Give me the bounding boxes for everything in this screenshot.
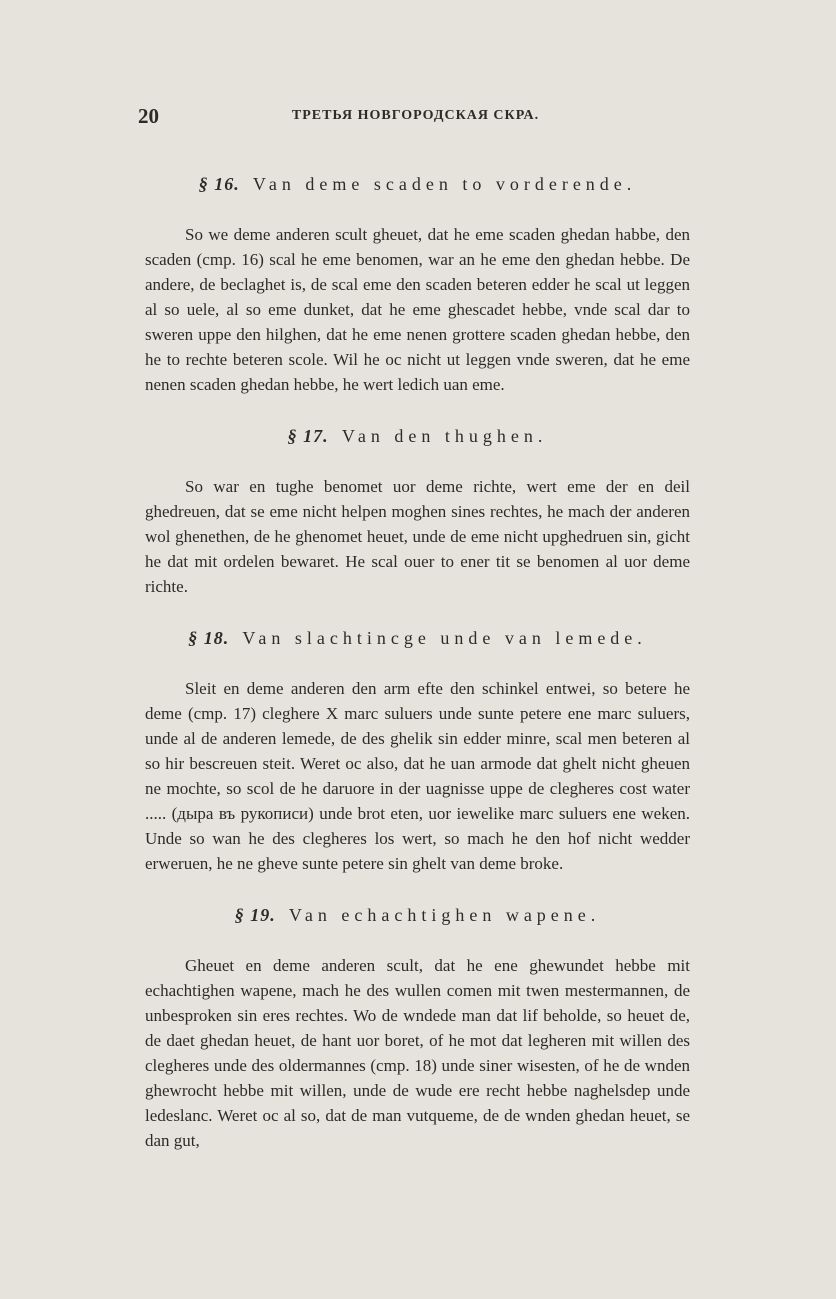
page-header xyxy=(138,104,693,136)
section-heading xyxy=(145,624,690,652)
section-title: Van deme scaden to vorderende. xyxy=(252,174,637,194)
section-heading xyxy=(145,170,690,198)
section-paragraph: So war en tughe benomet uor deme richte, wert eme der en deil ghedreuen, dat se eme nicht helpen moghen sines rechtes, he mach der anderen wol ghenethen, de he ghenomet heuet, unde de eme nicht upghedruen sin, gicht he dat mit ordelen bewaret. He scal ouer to ener tit se benomen al uor deme richte. xyxy=(145,477,690,596)
section-number: § 17. xyxy=(287,426,329,446)
section-number: § 18. xyxy=(188,628,230,648)
section-number: § 19. xyxy=(234,905,276,925)
running-title: ТРЕТЬЯ НОВГОРОДСКАЯ СКРА. xyxy=(291,108,540,123)
section-title: Van den thughen. xyxy=(341,426,548,446)
section-heading xyxy=(145,901,690,929)
section-heading xyxy=(145,422,690,450)
page-number: 20 xyxy=(138,104,159,128)
section-title: Van slachtincge unde van lemede. xyxy=(242,628,647,648)
section-title: Van echachtighen wapene. xyxy=(288,905,601,925)
section-paragraph: Sleit en deme anderen den arm efte den schinkel entwei, so betere he deme (cmp. 17) cleghere X marc suluers unde sunte petere ene marc suluers, unde al de anderen lemede, de des ghelik sin edder minre, scal men beteren al so hir bescreuen steit. Weret oc also, dat he uan armode dat ghelt nicht gheuen ne mochte, so scol de he daruore in der uagnisse uppe de clegheres cost water ..... (дыра въ рукописи) unde brot eten, uor iewelike marc suluers ene weken. Unde so wan he des clegheres los wert, so mach he den hof nicht wedder erweruen, he ne gheve sunte petere sin ghelt van deme broke. xyxy=(145,679,690,873)
section-number: § 16. xyxy=(198,174,240,194)
section-paragraph: Gheuet en deme anderen scult, dat he ene ghewundet hebbe mit echachtighen wapene, mach he des wullen comen mit twen mestermannen, de unbesproken sin eres rechtes. Wo de wndede man dat lif beholde, so heuet de, de daet ghedan heuet, de hant uor boret, of he mot dat legheren mit willen des clegheres unde des oldermannes (cmp. 18) unde siner wisesten, of he de wnden ghewrocht hebbe mit willen, unde de wude ere recht hebbe naghelsdep unde ledeslanc. Weret oc al so, dat de man vutqueme, de de wnden ghedan heuet, se dan gut, xyxy=(145,956,690,1150)
main-text xyxy=(145,170,690,1178)
section-paragraph: So we deme anderen scult gheuet, dat he eme scaden ghedan habbe, den scaden (cmp. 16) scal he eme benomen, war an he eme den ghedan hebbe. De andere, de beclaghet is, de scal eme den scaden beteren edder he scal ut leggen al so uele, al so eme dunket, dat he eme ghescadet hebbe, vnde scal dar to sweren uppe den hilghen, dat he eme nenen grottere scaden ghedan hebbe, den he to rechte beteren scole. Wil he oc nicht ut leggen vnde sweren, dat he eme nenen scaden ghedan hebbe, he wert ledich uan eme. xyxy=(145,225,690,394)
